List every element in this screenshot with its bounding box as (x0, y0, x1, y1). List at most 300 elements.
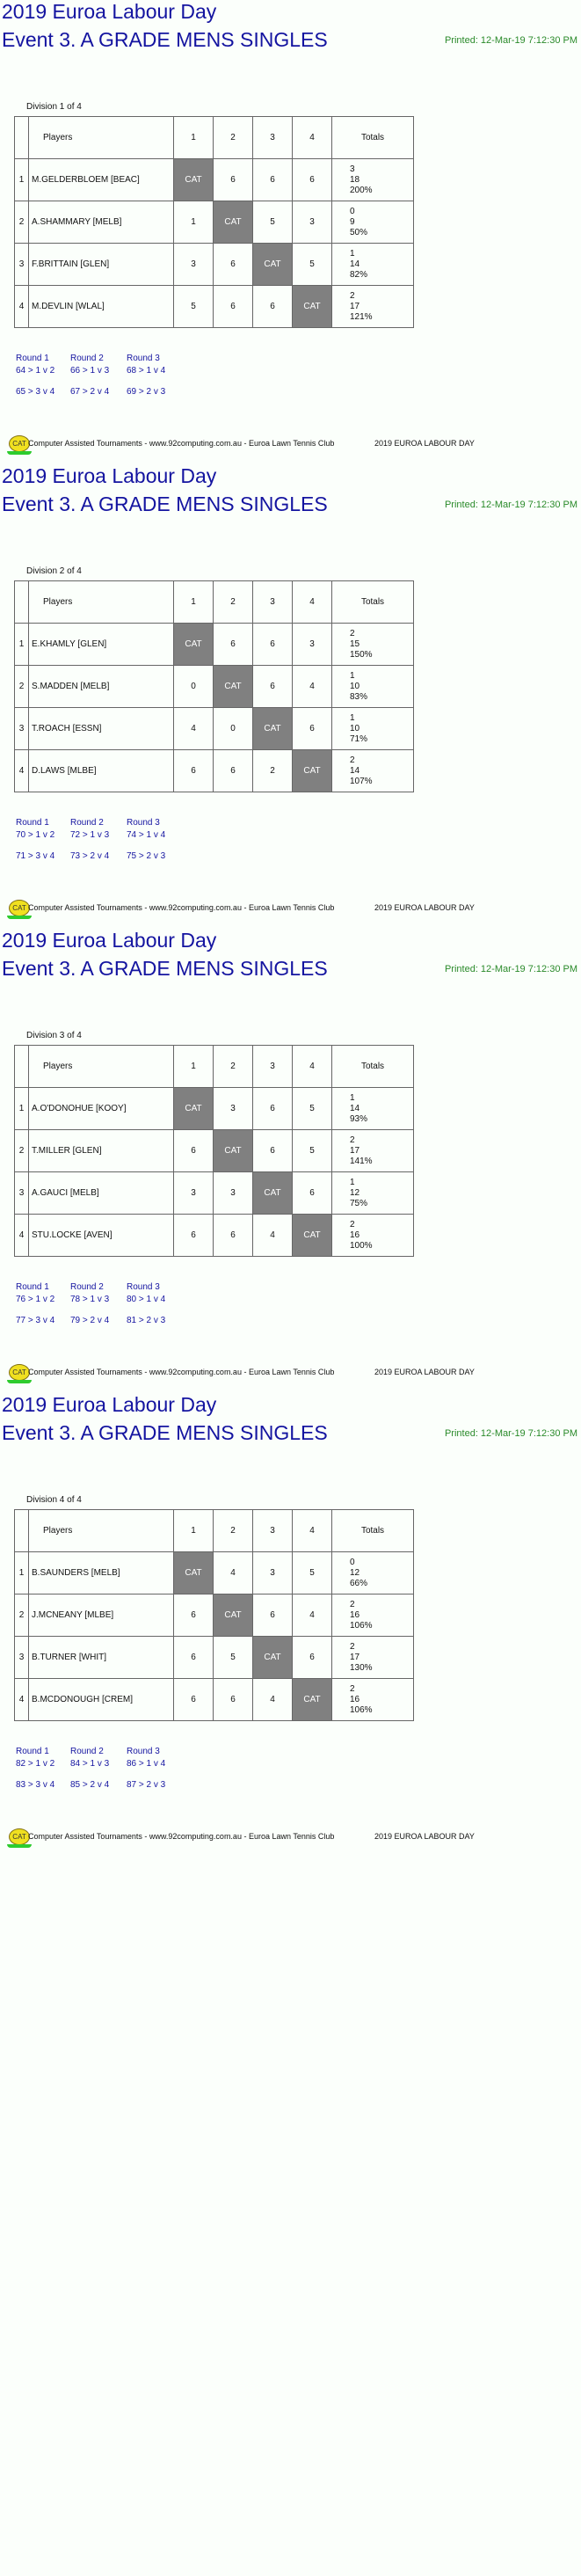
totals-cell (332, 159, 414, 201)
header-totals: Totals (332, 581, 414, 624)
total-wins: 2 (350, 1641, 355, 1652)
round-match: 68 > 1 v 4 (127, 366, 166, 376)
round-title: Round 1 (16, 818, 49, 828)
header-totals: Totals (332, 1046, 414, 1088)
header-col-2: 2 (214, 581, 253, 624)
totals-cell (332, 708, 414, 750)
totals-cell (332, 1130, 414, 1172)
round-match: 67 > 2 v 4 (70, 387, 110, 397)
grid-header-row (15, 1046, 414, 1088)
round-match: 72 > 1 v 3 (70, 830, 110, 840)
player-name: E.KHAMLY [GLEN] (29, 624, 174, 666)
cat-logo-icon: CAT (9, 1364, 30, 1381)
round-match: 73 > 2 v 4 (70, 851, 110, 861)
score-cell: 4 (214, 1552, 253, 1594)
logo-swoosh (7, 1380, 32, 1383)
round-title: Round 3 (127, 818, 160, 828)
score-cell: 5 (253, 201, 293, 244)
total-wins: 1 (350, 1092, 355, 1103)
total-percentage: 130% (350, 1662, 373, 1673)
page-footer (7, 435, 578, 456)
total-games: 12 (350, 1567, 360, 1578)
player-row (15, 159, 414, 201)
total-wins: 1 (350, 1177, 355, 1187)
footer-credit: Computer Assisted Tournaments - www.92computing.com.au - Euroa Lawn Tennis Club (28, 439, 335, 448)
score-cell: 6 (174, 1215, 214, 1257)
total-games: 10 (350, 723, 360, 733)
player-number: 1 (15, 624, 29, 666)
cat-logo-icon: CAT (9, 1828, 30, 1845)
cat-cell: CAT (214, 201, 253, 244)
total-percentage: 100% (350, 1240, 373, 1251)
round-column (70, 1747, 132, 1801)
total-games: 17 (350, 1145, 360, 1156)
total-percentage: 83% (350, 691, 368, 702)
header-players: Players (29, 1510, 174, 1552)
player-row (15, 1679, 414, 1721)
score-cell: 6 (214, 750, 253, 792)
total-games: 16 (350, 1609, 360, 1620)
totals-cell (332, 1172, 414, 1215)
round-match: 65 > 3 v 4 (16, 387, 55, 397)
player-row (15, 1215, 414, 1257)
cat-cell: CAT (214, 666, 253, 708)
score-cell: 5 (174, 286, 214, 328)
round-match: 85 > 2 v 4 (70, 1780, 110, 1790)
player-name: M.DEVLIN [WLAL] (29, 286, 174, 328)
score-cell: 3 (214, 1088, 253, 1130)
player-number: 2 (15, 1130, 29, 1172)
score-cell: 4 (293, 1594, 332, 1637)
score-cell: 4 (253, 1679, 293, 1721)
player-name: B.SAUNDERS [MELB] (29, 1552, 174, 1594)
total-wins: 0 (350, 1557, 355, 1567)
total-games: 17 (350, 301, 360, 311)
player-name: S.MADDEN [MELB] (29, 666, 174, 708)
player-name: J.MCNEANY [MLBE] (29, 1594, 174, 1637)
player-row (15, 1088, 414, 1130)
header-col-3: 3 (253, 117, 293, 159)
results-grid (14, 116, 414, 328)
grid-header-row (15, 1510, 414, 1552)
event-name: 2019 Euroa Labour Day (2, 1393, 217, 1416)
header-col-1: 1 (174, 117, 214, 159)
total-percentage: 75% (350, 1198, 368, 1208)
header-num-cell (15, 1046, 29, 1088)
round-title: Round 1 (16, 354, 49, 363)
cat-cell: CAT (174, 1552, 214, 1594)
round-match: 77 > 3 v 4 (16, 1316, 55, 1325)
totals-cell (332, 1679, 414, 1721)
total-games: 12 (350, 1187, 360, 1198)
logo-swoosh (7, 916, 32, 919)
event-title: Event 3. A GRADE MENS SINGLES (2, 493, 328, 515)
round-column (70, 1282, 132, 1337)
event-title: Event 3. A GRADE MENS SINGLES (2, 957, 328, 980)
score-cell: 3 (174, 1172, 214, 1215)
total-wins: 2 (350, 628, 355, 639)
score-cell: 0 (214, 708, 253, 750)
round-column (16, 354, 77, 408)
grid-header-row (15, 581, 414, 624)
round-title: Round 3 (127, 1282, 160, 1292)
division-label: Division 3 of 4 (26, 1031, 82, 1040)
player-number: 1 (15, 1088, 29, 1130)
division-label: Division 2 of 4 (26, 566, 82, 576)
score-cell: 6 (174, 1594, 214, 1637)
player-name: STU.LOCKE [AVEN] (29, 1215, 174, 1257)
round-match: 70 > 1 v 2 (16, 830, 55, 840)
header-num-cell (15, 117, 29, 159)
round-title: Round 3 (127, 1747, 160, 1756)
round-match: 81 > 2 v 3 (127, 1316, 166, 1325)
player-number: 4 (15, 1215, 29, 1257)
player-number: 3 (15, 1172, 29, 1215)
results-grid (14, 580, 414, 792)
player-row (15, 624, 414, 666)
cat-cell: CAT (293, 286, 332, 328)
header-num-cell (15, 581, 29, 624)
footer-event: 2019 EUROA LABOUR DAY (374, 903, 475, 912)
player-number: 2 (15, 1594, 29, 1637)
total-percentage: 150% (350, 649, 373, 660)
round-match: 76 > 1 v 2 (16, 1295, 55, 1304)
division-section (0, 0, 581, 464)
round-title: Round 1 (16, 1747, 49, 1756)
score-cell: 4 (174, 708, 214, 750)
header-col-1: 1 (174, 1046, 214, 1088)
player-name: M.GELDERBLOEM [BEAC] (29, 159, 174, 201)
player-number: 1 (15, 159, 29, 201)
score-cell: 3 (293, 624, 332, 666)
total-games: 17 (350, 1652, 360, 1662)
footer-event: 2019 EUROA LABOUR DAY (374, 1368, 475, 1376)
total-percentage: 107% (350, 776, 373, 786)
header-players: Players (29, 1046, 174, 1088)
total-wins: 2 (350, 1599, 355, 1609)
round-match: 74 > 1 v 4 (127, 830, 166, 840)
round-match: 78 > 1 v 3 (70, 1295, 110, 1304)
cat-cell: CAT (293, 1679, 332, 1721)
score-cell: 6 (214, 1679, 253, 1721)
header-col-1: 1 (174, 1510, 214, 1552)
score-cell: 6 (214, 244, 253, 286)
round-match: 69 > 2 v 3 (127, 387, 166, 397)
header-col-4: 4 (293, 1510, 332, 1552)
player-name: B.TURNER [WHIT] (29, 1637, 174, 1679)
round-match: 66 > 1 v 3 (70, 366, 110, 376)
player-number: 4 (15, 1679, 29, 1721)
score-cell: 2 (253, 750, 293, 792)
total-wins: 2 (350, 1683, 355, 1694)
round-column (16, 1747, 77, 1801)
total-percentage: 121% (350, 311, 373, 322)
player-row (15, 1552, 414, 1594)
page-footer (7, 900, 578, 921)
cat-cell: CAT (214, 1594, 253, 1637)
header-col-2: 2 (214, 117, 253, 159)
score-cell: 5 (293, 244, 332, 286)
player-row (15, 1637, 414, 1679)
total-percentage: 71% (350, 733, 368, 744)
round-match: 86 > 1 v 4 (127, 1759, 166, 1769)
score-cell: 4 (293, 666, 332, 708)
total-percentage: 106% (350, 1704, 373, 1715)
header-num-cell (15, 1510, 29, 1552)
round-match: 75 > 2 v 3 (127, 851, 166, 861)
total-wins: 1 (350, 712, 355, 723)
total-percentage: 93% (350, 1113, 368, 1124)
score-cell: 6 (293, 1172, 332, 1215)
player-row (15, 1172, 414, 1215)
player-number: 1 (15, 1552, 29, 1594)
header-col-4: 4 (293, 581, 332, 624)
score-cell: 6 (253, 159, 293, 201)
player-name: A.GAUCI [MELB] (29, 1172, 174, 1215)
player-row (15, 1130, 414, 1172)
page-footer (7, 1364, 578, 1385)
page-footer (7, 1828, 578, 1850)
total-wins: 1 (350, 248, 355, 259)
round-column (127, 354, 188, 408)
total-wins: 3 (350, 164, 355, 174)
player-number: 2 (15, 666, 29, 708)
header-players: Players (29, 581, 174, 624)
round-column (70, 818, 132, 872)
totals-cell (332, 1088, 414, 1130)
total-percentage: 66% (350, 1578, 368, 1588)
score-cell: 3 (214, 1172, 253, 1215)
score-cell: 6 (214, 286, 253, 328)
score-cell: 5 (293, 1130, 332, 1172)
round-title: Round 2 (70, 1747, 104, 1756)
score-cell: 3 (174, 244, 214, 286)
score-cell: 6 (174, 750, 214, 792)
total-percentage: 200% (350, 185, 373, 195)
score-cell: 6 (253, 624, 293, 666)
total-wins: 2 (350, 755, 355, 765)
score-cell: 6 (174, 1637, 214, 1679)
cat-cell: CAT (253, 1172, 293, 1215)
total-percentage: 106% (350, 1620, 373, 1631)
division-section (0, 1393, 581, 1857)
round-column (16, 1282, 77, 1337)
header-players: Players (29, 117, 174, 159)
header-col-1: 1 (174, 581, 214, 624)
round-column (70, 354, 132, 408)
player-number: 3 (15, 1637, 29, 1679)
totals-cell (332, 1215, 414, 1257)
score-cell: 6 (214, 624, 253, 666)
total-wins: 2 (350, 1219, 355, 1230)
player-row (15, 750, 414, 792)
score-cell: 6 (293, 1637, 332, 1679)
player-row (15, 666, 414, 708)
player-row (15, 286, 414, 328)
cat-cell: CAT (253, 244, 293, 286)
round-match: 84 > 1 v 3 (70, 1759, 110, 1769)
player-row (15, 708, 414, 750)
total-games: 15 (350, 639, 360, 649)
player-name: A.O'DONOHUE [KOOY] (29, 1088, 174, 1130)
results-grid (14, 1045, 414, 1257)
round-match: 71 > 3 v 4 (16, 851, 55, 861)
division-section (0, 929, 581, 1393)
results-grid (14, 1509, 414, 1721)
header-col-3: 3 (253, 581, 293, 624)
round-column (127, 818, 188, 872)
logo-swoosh (7, 451, 32, 455)
totals-cell (332, 286, 414, 328)
score-cell: 6 (253, 1088, 293, 1130)
printed-timestamp: Printed: 12-Mar-19 7:12:30 PM (444, 964, 577, 974)
totals-cell (332, 1594, 414, 1637)
score-cell: 6 (253, 1130, 293, 1172)
header-col-3: 3 (253, 1510, 293, 1552)
player-number: 2 (15, 201, 29, 244)
totals-cell (332, 244, 414, 286)
total-percentage: 82% (350, 269, 368, 280)
cat-logo-icon: CAT (9, 900, 30, 916)
score-cell: 3 (253, 1552, 293, 1594)
score-cell: 6 (214, 1215, 253, 1257)
header-col-2: 2 (214, 1510, 253, 1552)
totals-cell (332, 1552, 414, 1594)
logo-swoosh (7, 1844, 32, 1848)
round-title: Round 2 (70, 1282, 104, 1292)
score-cell: 6 (293, 708, 332, 750)
footer-credit: Computer Assisted Tournaments - www.92computing.com.au - Euroa Lawn Tennis Club (28, 1368, 335, 1376)
round-column (127, 1282, 188, 1337)
totals-cell (332, 666, 414, 708)
score-cell: 0 (174, 666, 214, 708)
player-name: B.MCDONOUGH [CREM] (29, 1679, 174, 1721)
totals-cell (332, 750, 414, 792)
cat-cell: CAT (174, 624, 214, 666)
score-cell: 5 (293, 1088, 332, 1130)
round-match: 64 > 1 v 2 (16, 366, 55, 376)
score-cell: 6 (174, 1679, 214, 1721)
printed-timestamp: Printed: 12-Mar-19 7:12:30 PM (444, 35, 577, 46)
total-games: 14 (350, 1103, 360, 1113)
total-wins: 1 (350, 670, 355, 681)
round-title: Round 3 (127, 354, 160, 363)
total-games: 10 (350, 681, 360, 691)
total-games: 14 (350, 259, 360, 269)
round-match: 82 > 1 v 2 (16, 1759, 55, 1769)
cat-cell: CAT (293, 750, 332, 792)
total-games: 14 (350, 765, 360, 776)
footer-event: 2019 EUROA LABOUR DAY (374, 439, 475, 448)
total-wins: 2 (350, 1135, 355, 1145)
player-number: 3 (15, 708, 29, 750)
header-col-3: 3 (253, 1046, 293, 1088)
score-cell: 1 (174, 201, 214, 244)
printed-timestamp: Printed: 12-Mar-19 7:12:30 PM (444, 1428, 577, 1439)
grid-header-row (15, 117, 414, 159)
score-cell: 5 (293, 1552, 332, 1594)
player-name: T.MILLER [GLEN] (29, 1130, 174, 1172)
event-name: 2019 Euroa Labour Day (2, 464, 217, 487)
player-name: F.BRITTAIN [GLEN] (29, 244, 174, 286)
header-col-4: 4 (293, 117, 332, 159)
round-match: 87 > 2 v 3 (127, 1780, 166, 1790)
cat-cell: CAT (174, 159, 214, 201)
event-title: Event 3. A GRADE MENS SINGLES (2, 1421, 328, 1444)
total-games: 18 (350, 174, 360, 185)
score-cell: 5 (214, 1637, 253, 1679)
event-name: 2019 Euroa Labour Day (2, 0, 217, 23)
cat-logo-icon: CAT (9, 435, 30, 452)
cat-cell: CAT (293, 1215, 332, 1257)
player-name: A.SHAMMARY [MELB] (29, 201, 174, 244)
total-percentage: 141% (350, 1156, 373, 1166)
score-cell: 6 (253, 286, 293, 328)
score-cell: 6 (174, 1130, 214, 1172)
cat-cell: CAT (253, 708, 293, 750)
cat-cell: CAT (253, 1637, 293, 1679)
cat-cell: CAT (214, 1130, 253, 1172)
player-number: 4 (15, 286, 29, 328)
header-totals: Totals (332, 117, 414, 159)
round-match: 80 > 1 v 4 (127, 1295, 166, 1304)
round-column (16, 818, 77, 872)
division-label: Division 4 of 4 (26, 1495, 82, 1505)
printed-timestamp: Printed: 12-Mar-19 7:12:30 PM (444, 500, 577, 510)
division-section (0, 464, 581, 929)
totals-cell (332, 1637, 414, 1679)
total-games: 16 (350, 1230, 360, 1240)
score-cell: 6 (293, 159, 332, 201)
header-col-4: 4 (293, 1046, 332, 1088)
footer-credit: Computer Assisted Tournaments - www.92computing.com.au - Euroa Lawn Tennis Club (28, 1832, 335, 1841)
cat-cell: CAT (174, 1088, 214, 1130)
player-number: 4 (15, 750, 29, 792)
player-row (15, 244, 414, 286)
round-match: 83 > 3 v 4 (16, 1780, 55, 1790)
player-name: D.LAWS [MLBE] (29, 750, 174, 792)
player-row (15, 201, 414, 244)
header-col-2: 2 (214, 1046, 253, 1088)
event-title: Event 3. A GRADE MENS SINGLES (2, 28, 328, 51)
total-games: 9 (350, 216, 355, 227)
totals-cell (332, 624, 414, 666)
score-cell: 6 (253, 666, 293, 708)
footer-event: 2019 EUROA LABOUR DAY (374, 1832, 475, 1841)
player-row (15, 1594, 414, 1637)
round-title: Round 1 (16, 1282, 49, 1292)
total-percentage: 50% (350, 227, 368, 237)
total-games: 16 (350, 1694, 360, 1704)
round-title: Round 2 (70, 818, 104, 828)
division-label: Division 1 of 4 (26, 102, 82, 112)
round-match: 79 > 2 v 4 (70, 1316, 110, 1325)
round-column (127, 1747, 188, 1801)
totals-cell (332, 201, 414, 244)
score-cell: 4 (253, 1215, 293, 1257)
score-cell: 6 (214, 159, 253, 201)
total-wins: 2 (350, 290, 355, 301)
player-name: T.ROACH [ESSN] (29, 708, 174, 750)
event-name: 2019 Euroa Labour Day (2, 929, 217, 952)
score-cell: 3 (293, 201, 332, 244)
round-title: Round 2 (70, 354, 104, 363)
footer-credit: Computer Assisted Tournaments - www.92computing.com.au - Euroa Lawn Tennis Club (28, 903, 335, 912)
total-wins: 0 (350, 206, 355, 216)
header-totals: Totals (332, 1510, 414, 1552)
player-number: 3 (15, 244, 29, 286)
score-cell: 6 (253, 1594, 293, 1637)
